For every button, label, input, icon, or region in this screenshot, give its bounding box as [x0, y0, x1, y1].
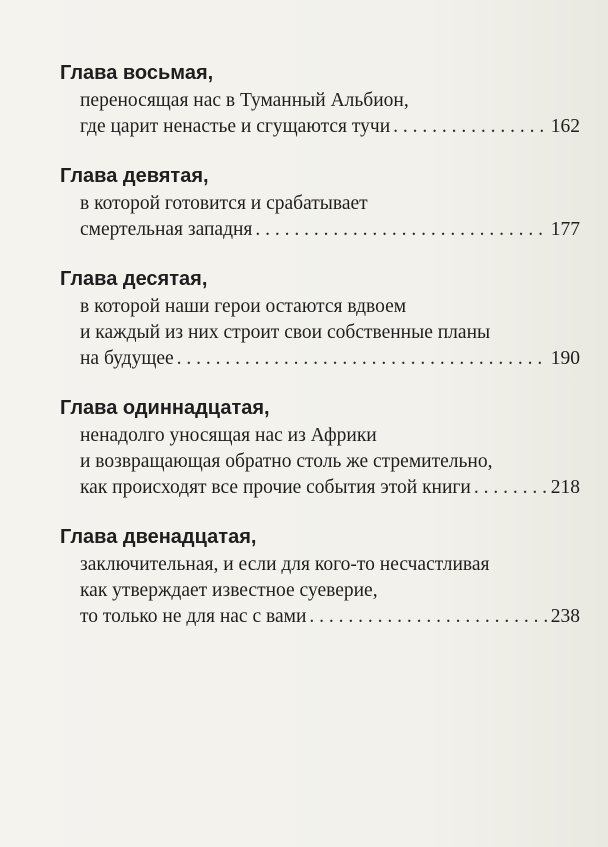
dot-leader	[393, 114, 548, 140]
page-number: 218	[550, 477, 580, 498]
chapter-subtitle-line: как происходят все прочие события этой книги	[80, 477, 471, 498]
chapter-last-line	[60, 217, 580, 243]
dot-leader	[309, 604, 547, 630]
dot-leader	[177, 346, 548, 372]
toc-entry-chapter-9	[60, 161, 580, 243]
chapter-title: Глава одиннадцатая,	[60, 397, 270, 419]
toc-entry-chapter-10	[60, 264, 580, 372]
chapter-last-line	[60, 114, 580, 140]
chapter-subtitle-line: и каждый из них строит свои собственные планы	[80, 322, 491, 343]
chapter-subtitle-line: переносящая нас в Туманный Альбион,	[80, 90, 409, 111]
chapter-last-line	[60, 604, 580, 630]
toc-entry-chapter-11	[60, 393, 580, 501]
chapter-title: Глава десятая,	[60, 268, 208, 290]
page-number: 177	[550, 219, 580, 240]
chapter-title: Глава девятая,	[60, 165, 209, 187]
chapter-subtitle-line: то только не для нас с вами	[80, 606, 307, 627]
dot-leader	[474, 475, 548, 501]
chapter-subtitle-line: ненадолго уносящая нас из Африки	[80, 425, 377, 446]
chapter-subtitle-line: в которой готовится и срабатывает	[80, 193, 368, 214]
chapter-title: Глава восьмая,	[60, 62, 214, 84]
chapter-subtitle-line: где царит ненастье и сгущаются тучи	[80, 116, 391, 137]
chapter-subtitle-line: и возвращающая обратно столь же стремительно,	[80, 451, 493, 472]
chapter-last-line	[60, 346, 580, 372]
toc-entry-chapter-12	[60, 522, 580, 630]
chapter-subtitle-line: на будущее	[80, 348, 174, 369]
chapter-subtitle-line: заключительная, и если для кого-то несчастливая	[80, 554, 490, 575]
chapter-last-line	[60, 475, 580, 501]
chapter-subtitle-line: в которой наши герои остаются вдвоем	[80, 296, 407, 317]
page-number: 162	[550, 116, 580, 137]
page-number: 190	[550, 348, 580, 369]
chapter-subtitle-line: смертельная западня	[80, 219, 253, 240]
toc-entry-chapter-8	[60, 58, 580, 140]
chapter-title: Глава двенадцатая,	[60, 526, 257, 548]
page-number: 238	[550, 606, 580, 627]
dot-leader	[255, 217, 547, 243]
table-of-contents	[60, 58, 580, 651]
chapter-subtitle-line: как утверждает известное суеверие,	[80, 580, 378, 601]
